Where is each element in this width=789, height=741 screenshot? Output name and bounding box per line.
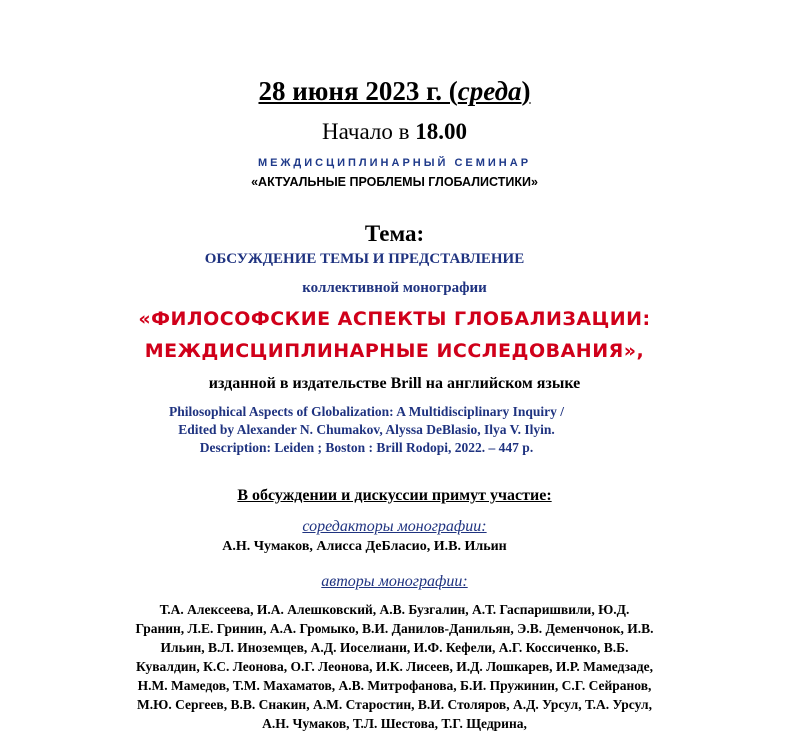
participants-heading: В обсуждении и дискуссии примут участие: [237, 487, 552, 504]
citation-line-1: Philosophical Aspects of Globalization: A Multidisciplinary Inquiry / [169, 404, 564, 419]
start-time-value: 18.00 [415, 119, 467, 144]
date-weekday: среда [457, 76, 522, 106]
authors-line: Т.А. Алексеева, И.А. Алешковский, А.В. Бузгалин, А.Т. Гаспаришвили, Ю.Д. [159, 602, 630, 617]
coeditors-list: А.Н. Чумаков, Алисса ДеБласио, И.В. Ильин [222, 539, 507, 554]
authors-line: Кувалдин, К.С. Леонова, О.Г. Леонова, И.К. Лисеев, И.Д. Лошкарев, И.Р. Мамедзаде, [136, 659, 653, 674]
authors-line: Гранин, Л.Е. Гринин, А.А. Громыко, В.И. Данилов-Данильян, Э.В. Деменчонок, И.В. [135, 621, 654, 636]
event-date [0, 76, 789, 107]
theme-heading: Тема: [364, 221, 425, 246]
authors-line: М.Ю. Сергеев, В.В. Снакин, А.М. Старостин, В.И. Столяров, А.Д. Урсул, Т.А. Урсул, [137, 697, 652, 712]
monograph-title-1: «ФИЛОСОФСКИЕ АСПЕКТЫ ГЛОБАЛИЗАЦИИ: [138, 308, 651, 330]
date-main: 28 июня 2023 г. ( [258, 76, 458, 106]
coeditors-heading: соредакторы монографии: [302, 518, 487, 535]
authors-line: Ильин, В.Л. Иноземцев, А.Д. Иоселиани, И.Ф. Кефели, А.Г. Коссиченко, В.Б. [160, 640, 629, 655]
theme-line-2: коллективной монографии [302, 280, 487, 296]
authors-line: А.Н. Чумаков, Т.Л. Шестова, Т.Г. Щедрина, [262, 716, 527, 731]
publisher-note: изданной в издательстве Brill на английском языке [208, 375, 581, 392]
citation-line-2: Edited by Alexander N. Chumakov, Alyssa DeBlasio, Ilya V. Ilyin. [178, 422, 555, 437]
seminar-title: «АКТУАЛЬНЫЕ ПРОБЛЕМЫ ГЛОБАЛИСТИКИ» [251, 175, 538, 189]
citation-line-3: Description: Leiden ; Boston : Brill Rodopi, 2022. – 447 p. [199, 440, 534, 455]
authors-list [0, 600, 789, 733]
seminar-type: МЕЖДИСЦИПЛИНАРНЫЙ СЕМИНАР [257, 157, 532, 169]
authors-line: Н.М. Мамедов, Т.М. Махаматов, А.В. Митрофанова, Б.И. Пружинин, С.Г. Сейранов, [137, 678, 652, 693]
start-time [0, 119, 789, 145]
date-close: ) [521, 76, 531, 106]
theme-line-1: ОБСУЖДЕНИЕ ТЕМЫ И ПРЕДСТАВЛЕНИЕ [204, 251, 525, 267]
start-label: Начало в [322, 119, 416, 144]
authors-heading: авторы монографии: [321, 573, 468, 590]
monograph-title-2: МЕЖДИСЦИПЛИНАРНЫЕ ИССЛЕДОВАНИЯ», [144, 340, 645, 362]
